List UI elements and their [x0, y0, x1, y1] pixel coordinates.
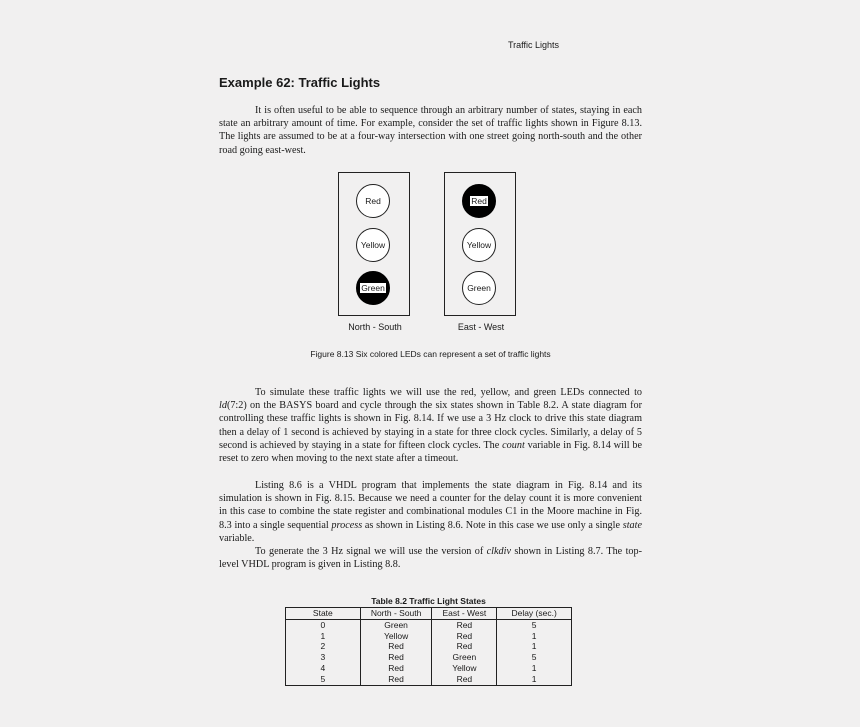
- lamp-ns-yellow: Yellow: [356, 228, 390, 262]
- table-row: [286, 663, 572, 674]
- label-east-west: East - West: [457, 322, 505, 332]
- cell-state: 3: [286, 652, 361, 663]
- cell-north-south: Red: [360, 641, 432, 652]
- cell-delay: 1: [497, 641, 572, 652]
- cell-east-west: Yellow: [432, 663, 497, 674]
- lamp-ew-green: Green: [462, 271, 496, 305]
- header-east-west: East - West: [432, 608, 497, 620]
- paragraph-simulate: To simulate these traffic lights we will use the red, yellow, and green LEDs connected to ld(7:2) on the BASYS board and cycle through the six states shown in Table 8.2. A state diagram for controlling these traffic lights is shown in Fig. 8.14. If we use a 3 Hz clock to drive this state diagram then a delay of 1 second is achieved by staying in a state for three clock cycles. Similarly, a delay of 5 second is achieved by staying in a state for fifteen clock cycles. The count variable in Fig. 8.14 will be reset to zero when moving to the next state after a timeout.: [219, 387, 642, 465]
- table-title: Table 8.2 Traffic Light States: [371, 596, 486, 606]
- cell-state: 1: [286, 631, 361, 642]
- cell-east-west: Red: [432, 619, 497, 630]
- header-north-south: North - South: [360, 608, 432, 620]
- cell-state: 5: [286, 674, 361, 685]
- table-row: [286, 619, 572, 630]
- lamp-ns-green: Green: [356, 271, 390, 305]
- section-heading: Example 62: Traffic Lights: [219, 75, 381, 90]
- cell-north-south: Red: [360, 674, 432, 685]
- cell-delay: 1: [497, 674, 572, 685]
- cell-north-south: Green: [360, 619, 432, 630]
- header-state: State: [286, 608, 361, 620]
- paragraph-listing: Listing 8.6 is a VHDL program that implements the state diagram in Fig. 8.14 and its simulation is shown in Fig. 8.15. Because we need a counter for the delay count it is more convenient in this case to combine the state register and combinational modules C1 in the Moore machine in Fig. 8.3 into a single sequential process as shown in Listing 8.6. Note in this case we use only a single state variable.: [219, 480, 642, 544]
- table-row: [286, 652, 572, 663]
- cell-north-south: Yellow: [360, 631, 432, 642]
- lamp-ns-red: Red: [356, 184, 390, 218]
- cell-east-west: Green: [432, 652, 497, 663]
- traffic-light-east-west: [444, 172, 516, 316]
- cell-state: 0: [286, 619, 361, 630]
- cell-delay: 5: [497, 619, 572, 630]
- cell-state: 2: [286, 641, 361, 652]
- lamp-ew-red: Red: [462, 184, 496, 218]
- cell-east-west: Red: [432, 641, 497, 652]
- running-header: Traffic Lights: [508, 40, 560, 50]
- cell-north-south: Red: [360, 663, 432, 674]
- header-delay: Delay (sec.): [497, 608, 572, 620]
- paragraph-clock: To generate the 3 Hz signal we will use the version of clkdiv shown in Listing 8.7. The top-level VHDL program is given in Listing 8.8.: [219, 546, 642, 571]
- paragraph-intro: It is often useful to be able to sequence through an arbitrary number of states, staying in each state an arbitrary amount of time. For example, consider the set of traffic lights shown in Figure 8.13. The lights are assumed to be at a four-way intersection with one street going north-south and the other road going east-west.: [219, 105, 642, 156]
- lamp-ew-yellow: Yellow: [462, 228, 496, 262]
- cell-state: 4: [286, 663, 361, 674]
- figure-caption: Figure 8.13 Six colored LEDs can represent a set of traffic lights: [310, 349, 551, 359]
- traffic-light-north-south: [338, 172, 410, 316]
- cell-delay: 1: [497, 631, 572, 642]
- cell-north-south: Red: [360, 652, 432, 663]
- label-north-south: North - South: [348, 322, 402, 332]
- cell-delay: 1: [497, 663, 572, 674]
- table-row: [286, 631, 572, 642]
- cell-east-west: Red: [432, 631, 497, 642]
- table-header-row: [286, 608, 572, 620]
- cell-delay: 5: [497, 652, 572, 663]
- cell-east-west: Red: [432, 674, 497, 685]
- table-row: [286, 674, 572, 685]
- table-row: [286, 641, 572, 652]
- traffic-states-table: [285, 607, 572, 686]
